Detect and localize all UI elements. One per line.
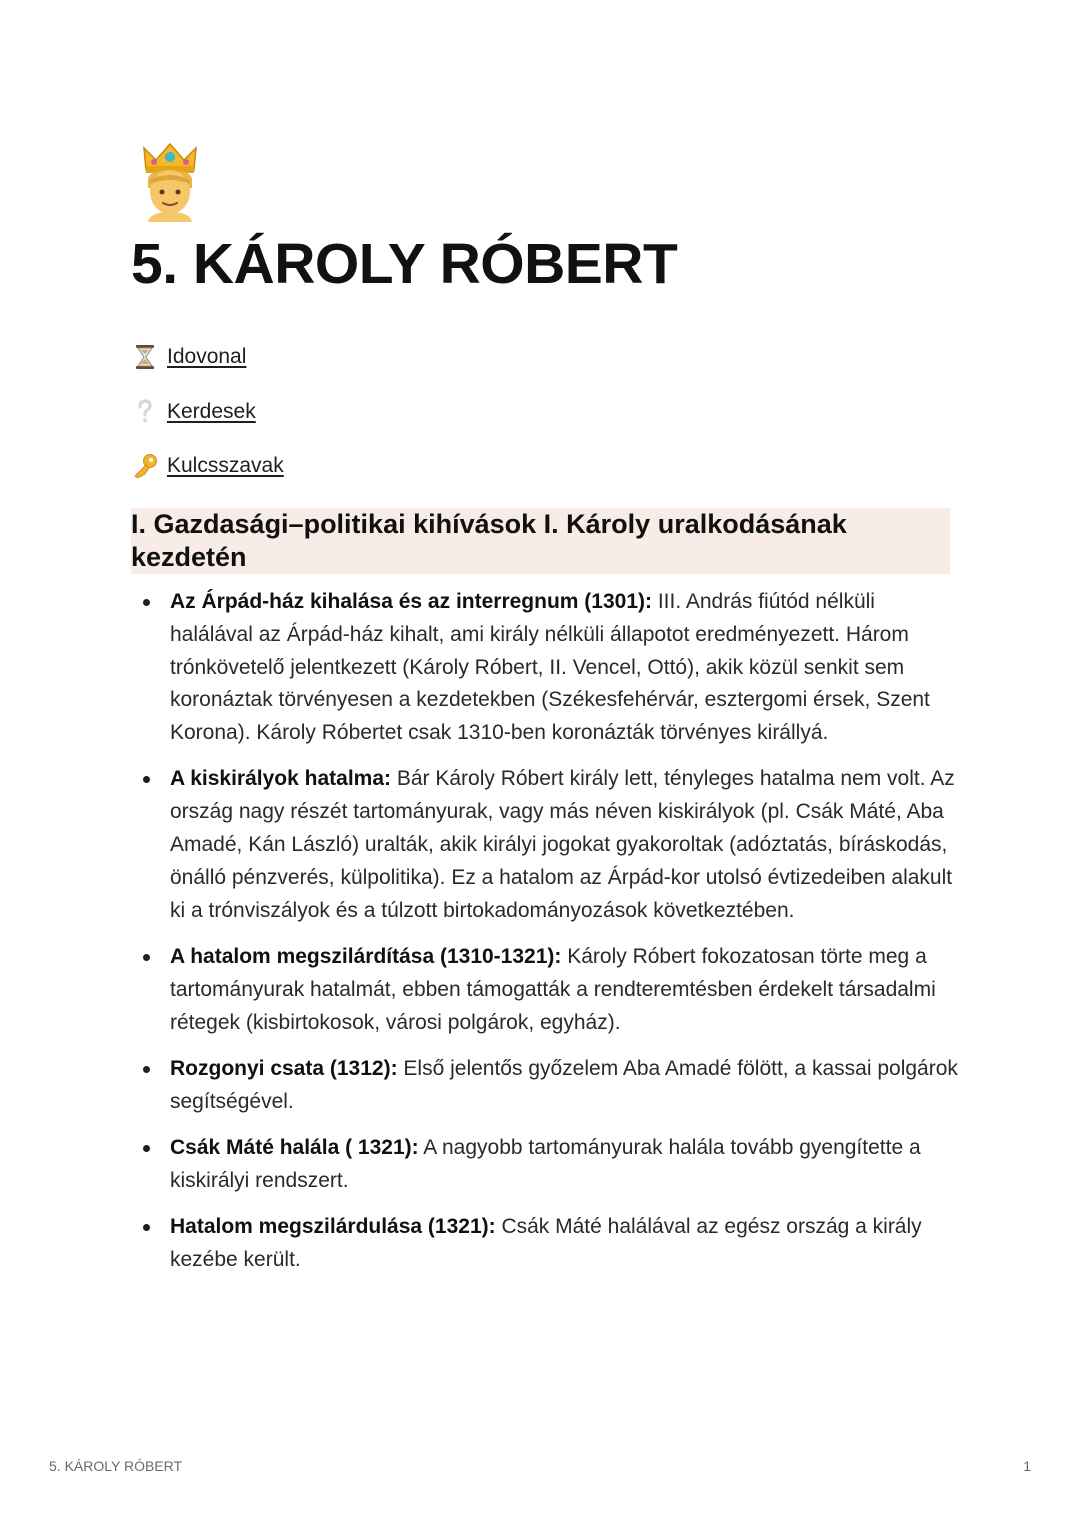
- list-item-text: Első jelentős győzelem Aba Amadé fölött, a kassai polgárok segítségével.: [170, 1056, 958, 1113]
- link-idovonal[interactable]: [131, 340, 284, 374]
- list-item-title: A kiskirályok hatalma:: [170, 767, 391, 791]
- list-item-title: A hatalom megszilárdítása (1310-1321):: [170, 944, 562, 968]
- list-item-title: Hatalom megszilárdulása (1321):: [170, 1215, 496, 1239]
- list-item: [131, 586, 961, 750]
- page-title: 5. KÁROLY RÓBERT: [131, 232, 678, 296]
- footer-page-title: 5. KÁROLY RÓBERT: [49, 1458, 183, 1474]
- page-links: [131, 340, 284, 504]
- prince-crown-icon: [140, 140, 200, 222]
- link-kerdesek-label[interactable]: Kerdesek: [167, 399, 256, 423]
- key-icon: [131, 452, 159, 480]
- footer-page-number: 1: [1023, 1458, 1031, 1474]
- list-item-title: Csák Máté halála ( 1321):: [170, 1135, 419, 1159]
- hourglass-icon: [131, 343, 159, 371]
- link-kerdesek[interactable]: [131, 395, 284, 429]
- list-item-text: Károly Róbert fokozatosan törte meg a tartományurak hatalmát, ebben támogatták a rendteremtésben érdekelt társadalmi rétegek (kisbirtokosok, városi polgárok, egyház).: [170, 944, 936, 1034]
- list-item: [131, 1053, 961, 1119]
- link-kulcsszavak-label[interactable]: Kulcsszavak: [167, 454, 284, 477]
- section-heading: I. Gazdasági–politikai kihívások I. Károly uralkodásának kezdetén: [131, 509, 847, 572]
- link-kulcsszavak[interactable]: [131, 449, 284, 483]
- list-item-text: Csák Máté halálával az egész ország a király kezébe került.: [170, 1215, 922, 1271]
- list-item: [131, 1132, 961, 1198]
- question-mark-icon: [131, 398, 159, 426]
- bullet-list: [131, 586, 961, 1290]
- list-item-title: Rozgonyi csata (1312):: [170, 1056, 398, 1080]
- link-idovonal-label[interactable]: Idovonal: [167, 345, 247, 368]
- list-item-text: III. András fiútód nélküli halálával az Árpád-ház kihalt, ami király nélküli állapotot eredményezett. Három trónkövetelő jelentkezett (Károly Róbert, II. Vencel, Ottó), akik közül senkit sem koronáztak törvényesen a kezdetekben (Székesfehérvár, esztergomi érsek, Szent Korona). Károly Róbertet csak 1310-ben koronázták törvényes királlyá.: [170, 590, 930, 745]
- list-item-text: Bár Károly Róbert király lett, tényleges hatalma nem volt. Az ország nagy részét tartományurak, vagy más néven kiskirályok (pl. Csák Máté, Aba Amadé, Kán László) uralták, akik királyi jogokat gyakoroltak (adóztatás, bíráskodás, önálló pénzverés, külpolitika). Ez a hatalom az Árpád-kor utolsó évtizedeiben alakult ki a trónviszályok és a túlzott birtokadományozások következtében.: [170, 767, 955, 922]
- list-item: [131, 941, 961, 1039]
- section-heading-block: [131, 508, 950, 574]
- list-item-text: A nagyobb tartományurak halála tovább gyengítette a kiskirályi rendszert.: [170, 1135, 921, 1192]
- list-item: [131, 1211, 961, 1277]
- list-item: [131, 763, 961, 927]
- list-item-title: Az Árpád-ház kihalása és az interregnum (1301):: [170, 590, 652, 613]
